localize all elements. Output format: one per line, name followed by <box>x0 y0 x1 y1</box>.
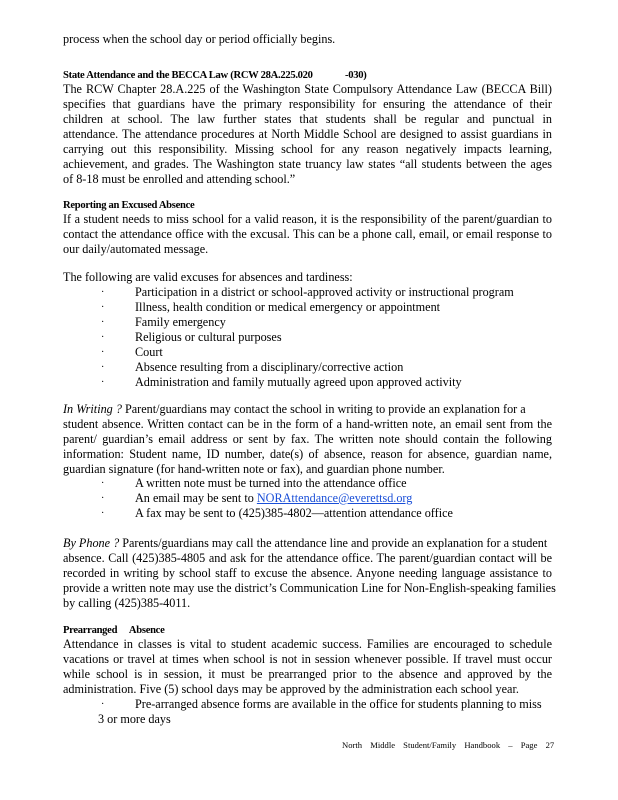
phone-label: By Phone ? <box>63 536 120 550</box>
email-text: An email may be sent to <box>135 491 254 505</box>
excuse-item: Administration and family mutually agreed upon approved activity <box>135 375 462 389</box>
bullet: · <box>101 699 105 710</box>
bullet: · <box>101 287 105 298</box>
bullet: · <box>101 362 105 373</box>
law-line: of 8-18 must be enrolled and attending school.” <box>63 172 296 186</box>
law-line: The RCW Chapter 28.A.225 of the Washington State Compulsory Attendance Law (BECCA Bill) <box>63 82 552 96</box>
writing-line: information: Student name, ID number, date(s) of absence, reason for absence, guardian name, <box>63 447 552 461</box>
prearranged-bullet: Pre-arranged absence forms are available in the office for students planning to miss <box>135 697 542 711</box>
bullet: · <box>101 508 105 519</box>
law-line: attendance. The attendance procedures at North Middle School are designed to assist guardians in <box>63 127 552 141</box>
excused-line: contact the attendance office with the excusal. This can be a phone call, email, or email response to <box>63 227 552 241</box>
law-heading: State Attendance and the BECCA Law (RCW 28A.225.020 <box>63 70 313 81</box>
bullet: · <box>101 493 105 504</box>
prearranged-line: vacations or travel at times when school is not in session whenever possible. If travel must occur <box>63 652 552 666</box>
bullet: · <box>101 317 105 328</box>
excuse-item: Illness, health condition or medical emergency or appointment <box>135 300 441 314</box>
prearranged-heading: Prearranged Absence <box>63 625 165 636</box>
phone-line: absence. Call (425)385-4805 and ask for the attendance office. The parent/guardian contact will be <box>63 551 552 565</box>
intro-line: process when the school day or period officially begins. <box>63 32 336 46</box>
writing-email-item <box>135 491 412 506</box>
phone-line: recorded in writing by school staff to excuse the absence. Anyone needing language assistance to <box>63 566 552 580</box>
excused-heading: Reporting an Excused Absence <box>63 200 195 211</box>
law-heading-code: -030) <box>345 70 367 81</box>
writing-line: parent/ guardian’s email address or sent by fax. The written note should contain the following <box>63 432 552 446</box>
valid-excuses-intro: The following are valid excuses for absences and tardiness: <box>63 270 353 284</box>
writing-first-text: Parent/guardians may contact the school in writing to provide an explanation for a <box>124 402 526 416</box>
email-link[interactable]: NORAttendance@everettsd.org <box>256 491 413 505</box>
law-line: children at school. The law further states that students shall be regular and punctual in <box>63 112 552 126</box>
law-line: carrying out this responsibility. Missing school for any reason negatively impacts learning, <box>63 142 552 156</box>
writing-first-line <box>63 402 526 417</box>
bullet: · <box>101 377 105 388</box>
law-line: specifies that guardians have the primary responsibility for ensuring the attendance of their <box>63 97 552 111</box>
excuse-item: Family emergency <box>135 315 226 329</box>
excuse-item: Absence resulting from a disciplinary/corrective action <box>135 360 404 374</box>
excused-line: If a student needs to miss school for a valid reason, it is the responsibility of the parent/guardian to <box>63 212 552 226</box>
prearranged-bullet-cont: 3 or more days <box>98 712 171 726</box>
bullet: · <box>101 347 105 358</box>
phone-line: by calling (425)385-4011. <box>63 596 191 610</box>
prearranged-line: while school is in session, it must be prearranged prior to the absence and approved by the <box>63 667 552 681</box>
writing-label: In Writing ? <box>63 402 122 416</box>
bullet: · <box>101 302 105 313</box>
law-line: achievement, and grades. The Washington state truancy law states “all students between the ages <box>63 157 552 171</box>
prearranged-line: administration. Five (5) school days may be approved by the administration each school year. <box>63 682 519 696</box>
prearranged-line: Attendance in classes is vital to student academic success. Families are encouraged to schedule <box>63 637 552 651</box>
writing-line: student absence. Written contact can be in the form of a hand-written note, an email sent from the <box>63 417 552 431</box>
excused-line: our daily/automated message. <box>63 242 209 256</box>
page-footer: North Middle Student/Family Handbook – Page 27 <box>342 740 555 750</box>
phone-first-line <box>63 536 547 551</box>
writing-line: guardian signature (for hand-written note or fax), and guardian phone number. <box>63 462 445 476</box>
writing-item: A fax may be sent to (425)385-4802—attention attendance office <box>135 506 453 520</box>
bullet: · <box>101 478 105 489</box>
excuse-item: Religious or cultural purposes <box>135 330 282 344</box>
excuse-item: Participation in a district or school-approved activity or instructional program <box>135 285 514 299</box>
excuse-item: Court <box>135 345 163 359</box>
phone-line: provide a written note may use the district’s Communication Line for Non-English-speaking families <box>63 581 556 595</box>
writing-item: A written note must be turned into the attendance office <box>135 476 407 490</box>
phone-first-text: Parents/guardians may call the attendance line and provide an explanation for a student <box>122 536 548 550</box>
bullet: · <box>101 332 105 343</box>
